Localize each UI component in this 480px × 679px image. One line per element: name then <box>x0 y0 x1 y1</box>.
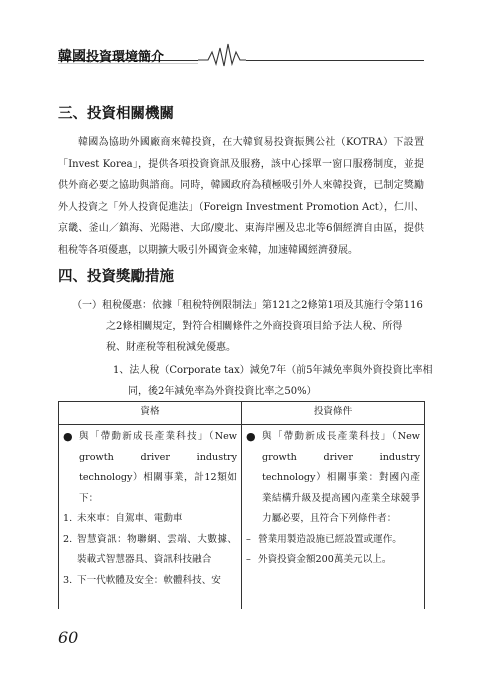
right-bullet <box>246 427 420 530</box>
list-item <box>63 509 237 530</box>
bullet-dot-icon: ● <box>63 430 73 443</box>
section4-item1-line1: （一）租稅優惠：依據「租稅特例限制法」第121之2條第1項及其施行令第116 <box>72 300 423 311</box>
list-item-number: 1. <box>63 513 73 524</box>
page-number: 60 <box>58 628 79 647</box>
table-row <box>59 425 425 610</box>
bullet-dot-icon: ● <box>246 430 256 443</box>
table-header-row <box>59 402 425 425</box>
table-header-qualification: 資格 <box>59 402 242 425</box>
section4-sub1-line1: 1、法人稅（Corporate tax）減免7年（前5年減免率與外資投資比率相 <box>113 365 433 376</box>
comparison-table <box>58 401 425 609</box>
list-item-text: 未來車：自駕車、電動車 <box>77 513 183 524</box>
list-item <box>246 530 420 551</box>
header-title <box>58 46 164 66</box>
section4-item1-line3: 稅、財產稅等租稅減免優惠。 <box>106 342 236 353</box>
list-item-number: 3. <box>63 574 73 586</box>
list-item <box>246 550 420 571</box>
section3-heading: 三、投資相關機關 <box>58 105 174 122</box>
table-cell-qualification <box>59 425 242 610</box>
list-item-number: 2. <box>63 533 73 545</box>
header-title-sub: 投資環境簡介 <box>86 50 165 65</box>
dash-icon: – <box>246 554 251 565</box>
list-item-text: 下一代軟體及安全：軟體科技、安 <box>77 574 221 586</box>
section4-heading: 四、投資獎勵措施 <box>58 268 174 285</box>
table-cell-conditions <box>242 425 425 610</box>
left-bullet-text: 與「帶動新成長產業科技」（New growth driver industry technology）相關事業，計12類如下： <box>79 431 237 504</box>
section4-item1-line2: 之2條相關規定，對符合相關條件之外商投資項目給予法人稅、所得 <box>106 321 403 332</box>
dash-icon: – <box>246 533 251 545</box>
left-bullet <box>63 427 237 509</box>
list-item-text: 智慧資訊：物聯網、雲端、大數據、裝載式智慧器具、資訊科技融合 <box>77 533 237 565</box>
list-item <box>63 530 237 571</box>
page-header <box>58 30 424 70</box>
list-item <box>63 571 237 592</box>
section3-paragraph: 韓國為協助外國廠商來韓投資，在大韓貿易投資振興公社（KOTRA）下設置「Invest Korea」，提供各項投資資訊及服務，該中心採單一窗口服務制度，並提供外商必要之協助與諮商。同時，韓國政府為積極吸引外人來韓投資，已制定獎勵外人投資之「外人投資促進法」（Foreign Investment Promotion Act），仁川、京畿、釜山／鎮海、光陽港、大邱/慶北、東海岸團及忠北等6個經濟自由區，提供租稅等各項優惠，以期擴大吸引外國資金來韓，加速韓國經濟發展。 <box>58 137 424 256</box>
header-title-main: 韓國 <box>58 49 86 65</box>
list-item-text: 營業用製造設施已經設置或運作。 <box>258 533 402 545</box>
right-bullet-text: 與「帶動新成長產業科技」（New growth driver industry technology）相關事業：對國內產業結構升級及提高國內產業全球競爭力屬必要，且符合下列條件者： <box>262 431 420 524</box>
section4-sub1-line2: 同，後2年減免率為外資投資比率之50%） <box>128 386 317 397</box>
table-header-conditions: 投資條件 <box>242 402 425 425</box>
list-item-text: 外資投資金額200萬美元以上。 <box>258 554 392 565</box>
